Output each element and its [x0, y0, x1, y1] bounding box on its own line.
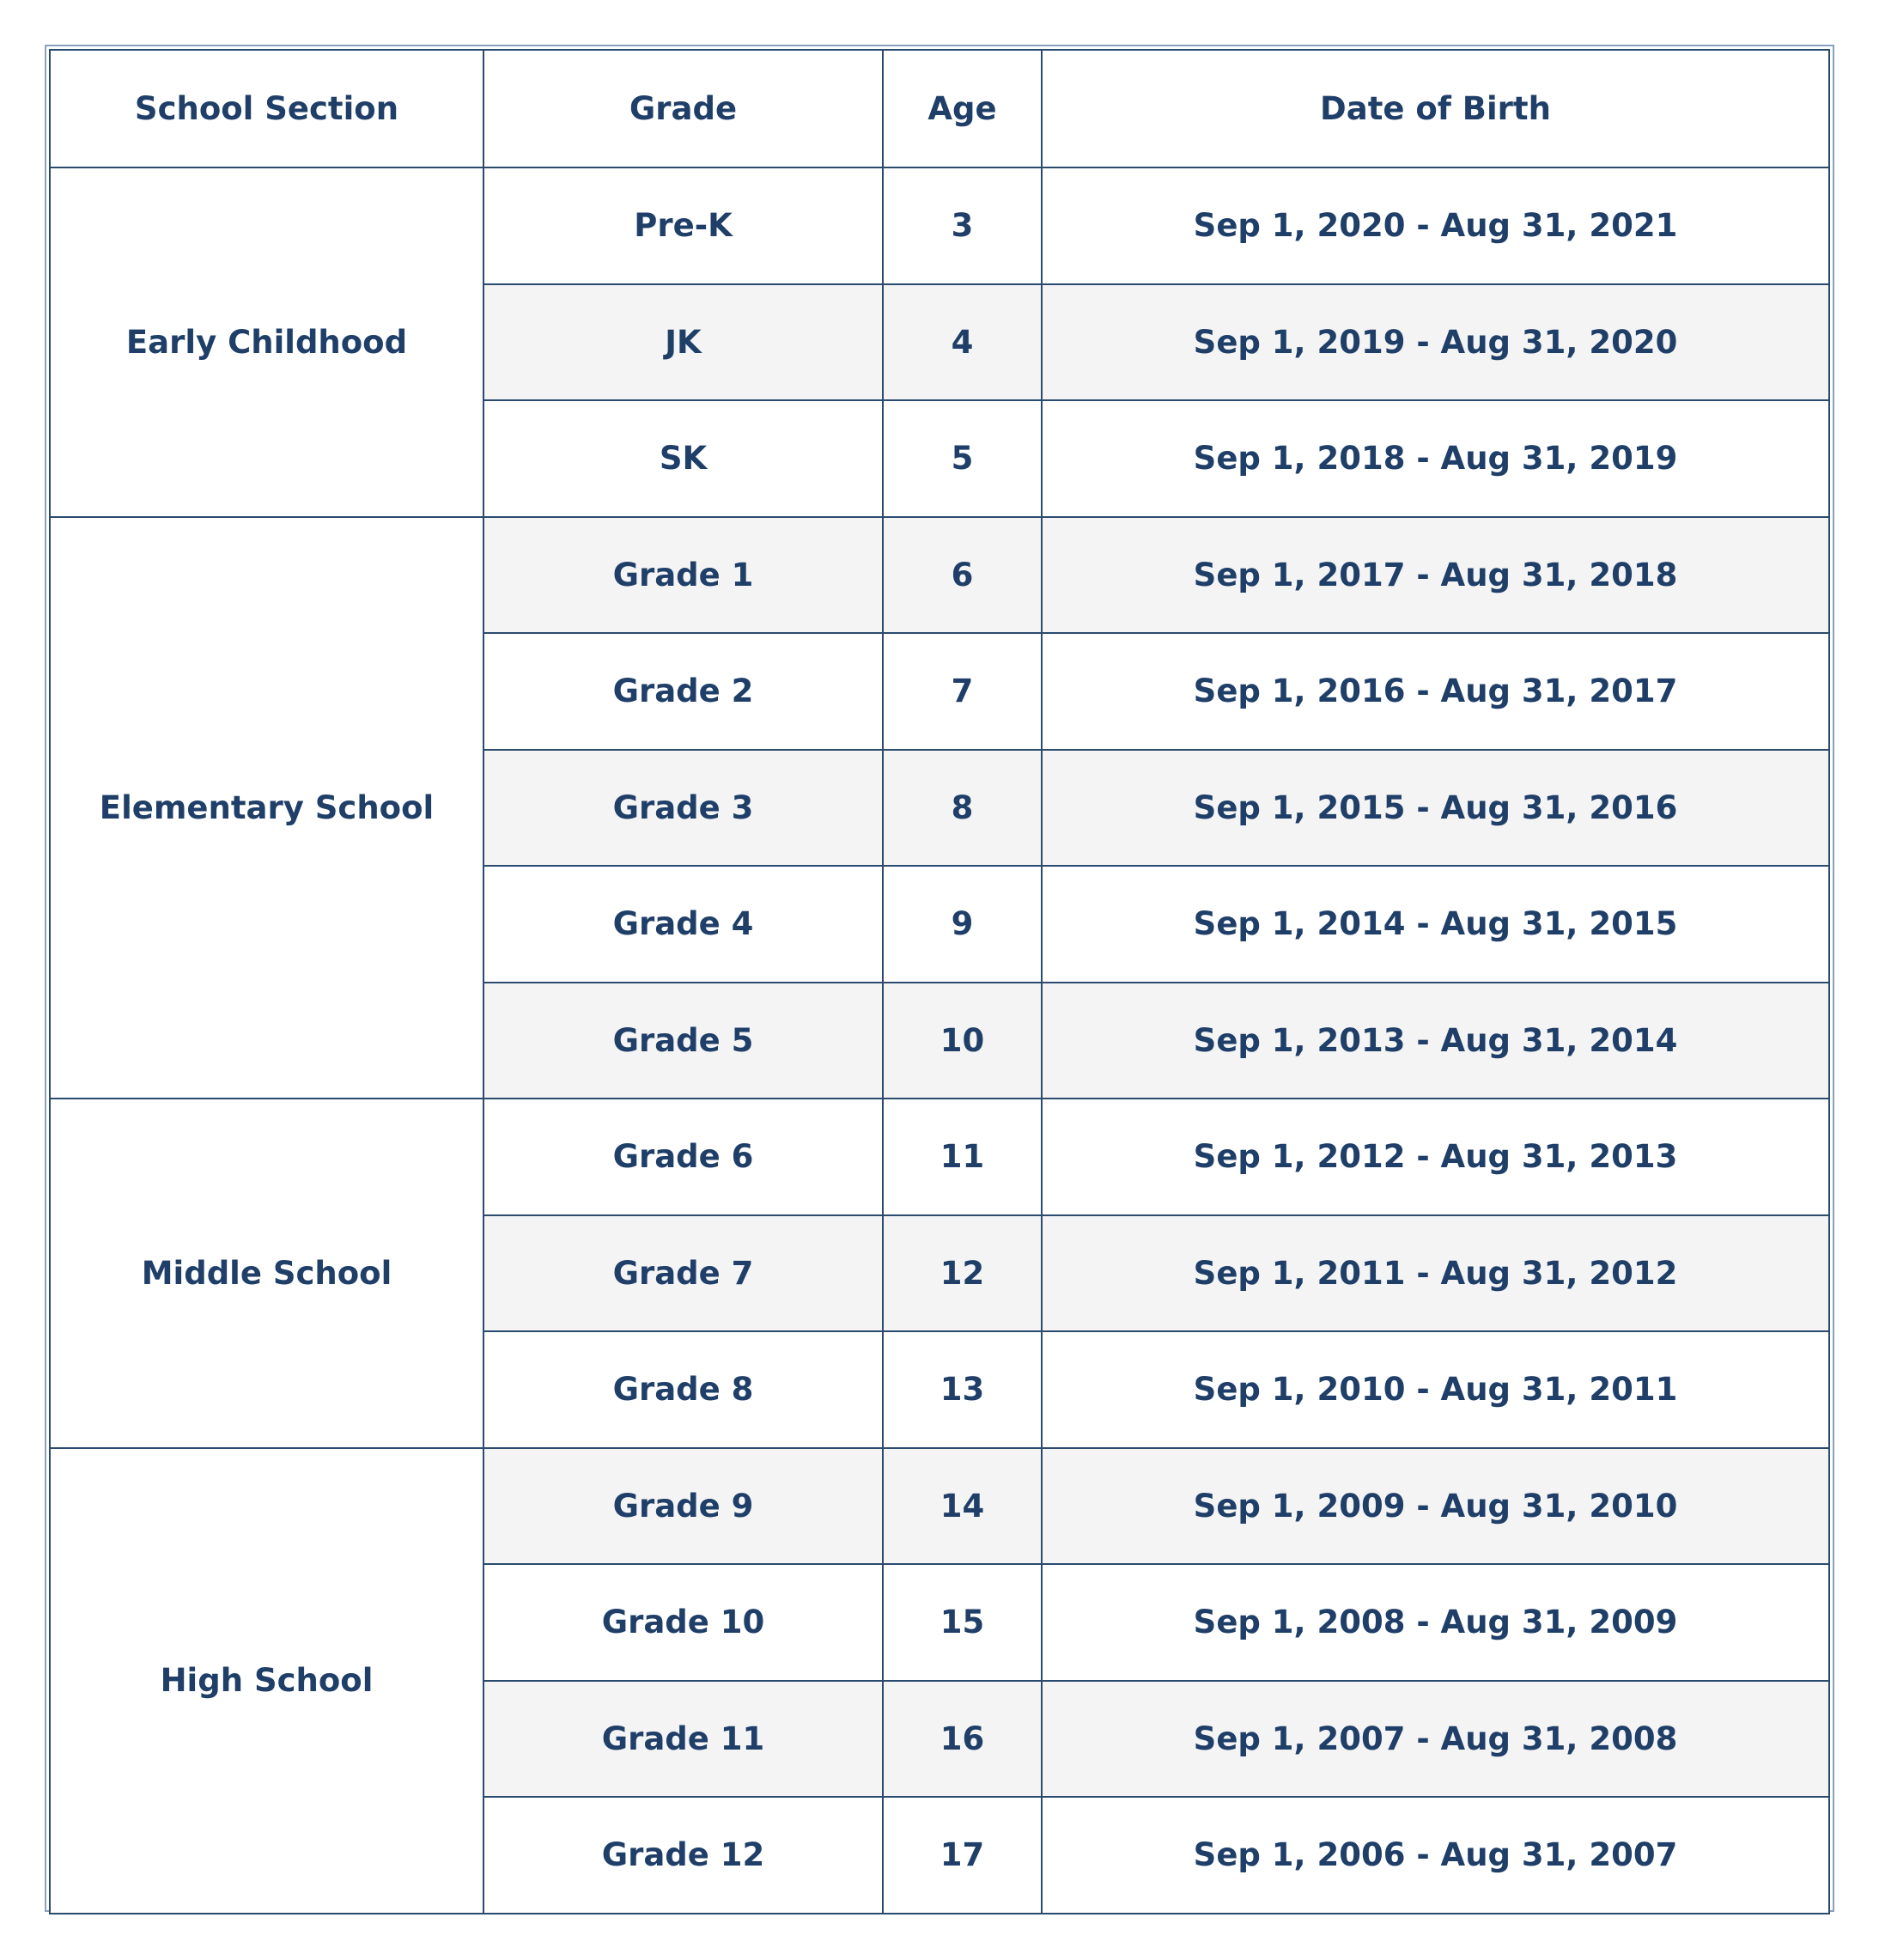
- grade-cell: Grade 5: [483, 983, 883, 1099]
- age-cell: 7: [883, 633, 1042, 750]
- dob-cell: Sep 1, 2018 - Aug 31, 2019: [1042, 400, 1829, 517]
- dob-cell: Sep 1, 2006 - Aug 31, 2007: [1042, 1797, 1829, 1914]
- age-cell: 14: [883, 1448, 1042, 1565]
- table-row: [50, 517, 1829, 634]
- dob-cell: Sep 1, 2019 - Aug 31, 2020: [1042, 284, 1829, 401]
- age-cell: 6: [883, 517, 1042, 634]
- dob-cell: Sep 1, 2016 - Aug 31, 2017: [1042, 633, 1829, 750]
- age-cell: 12: [883, 1215, 1042, 1332]
- header-age: Age: [883, 50, 1042, 167]
- grade-cell: Grade 4: [483, 866, 883, 983]
- grade-cell: Grade 7: [483, 1215, 883, 1332]
- dob-cell: Sep 1, 2012 - Aug 31, 2013: [1042, 1099, 1829, 1215]
- dob-cell: Sep 1, 2011 - Aug 31, 2012: [1042, 1215, 1829, 1332]
- table-row: [50, 1448, 1829, 1565]
- table-row: [50, 167, 1829, 284]
- grade-cell: SK: [483, 400, 883, 517]
- grade-cell: Grade 8: [483, 1331, 883, 1448]
- section-cell-middle-school: Middle School: [50, 1099, 483, 1448]
- grade-age-table: [49, 49, 1830, 1914]
- section-cell-high-school: High School: [50, 1448, 483, 1914]
- dob-cell: Sep 1, 2017 - Aug 31, 2018: [1042, 517, 1829, 634]
- age-cell: 15: [883, 1564, 1042, 1681]
- dob-cell: Sep 1, 2013 - Aug 31, 2014: [1042, 983, 1829, 1099]
- grade-cell: Grade 12: [483, 1797, 883, 1914]
- section-cell-elementary-school: Elementary School: [50, 517, 483, 1099]
- dob-cell: Sep 1, 2008 - Aug 31, 2009: [1042, 1564, 1829, 1681]
- grade-cell: Grade 3: [483, 750, 883, 867]
- dob-cell: Sep 1, 2007 - Aug 31, 2008: [1042, 1681, 1829, 1798]
- age-cell: 9: [883, 866, 1042, 983]
- table-body: [50, 167, 1829, 1914]
- grade-cell: Grade 9: [483, 1448, 883, 1565]
- age-cell: 4: [883, 284, 1042, 401]
- grade-cell: Pre-K: [483, 167, 883, 284]
- header-grade: Grade: [483, 50, 883, 167]
- section-cell-early-childhood: Early Childhood: [50, 167, 483, 517]
- header-school-section: School Section: [50, 50, 483, 167]
- age-cell: 13: [883, 1331, 1042, 1448]
- dob-cell: Sep 1, 2014 - Aug 31, 2015: [1042, 866, 1829, 983]
- grade-cell: JK: [483, 284, 883, 401]
- grade-cell: Grade 6: [483, 1099, 883, 1215]
- table-header-row: [50, 50, 1829, 167]
- dob-cell: Sep 1, 2020 - Aug 31, 2021: [1042, 167, 1829, 284]
- grade-cell: Grade 2: [483, 633, 883, 750]
- age-cell: 8: [883, 750, 1042, 867]
- age-cell: 3: [883, 167, 1042, 284]
- age-cell: 5: [883, 400, 1042, 517]
- age-cell: 10: [883, 983, 1042, 1099]
- grade-age-table-frame: [45, 45, 1834, 1912]
- age-cell: 11: [883, 1099, 1042, 1215]
- grade-cell: Grade 11: [483, 1681, 883, 1798]
- table-row: [50, 1099, 1829, 1215]
- age-cell: 17: [883, 1797, 1042, 1914]
- header-date-of-birth: Date of Birth: [1042, 50, 1829, 167]
- age-cell: 16: [883, 1681, 1042, 1798]
- dob-cell: Sep 1, 2015 - Aug 31, 2016: [1042, 750, 1829, 867]
- grade-cell: Grade 10: [483, 1564, 883, 1681]
- dob-cell: Sep 1, 2009 - Aug 31, 2010: [1042, 1448, 1829, 1565]
- grade-cell: Grade 1: [483, 517, 883, 634]
- dob-cell: Sep 1, 2010 - Aug 31, 2011: [1042, 1331, 1829, 1448]
